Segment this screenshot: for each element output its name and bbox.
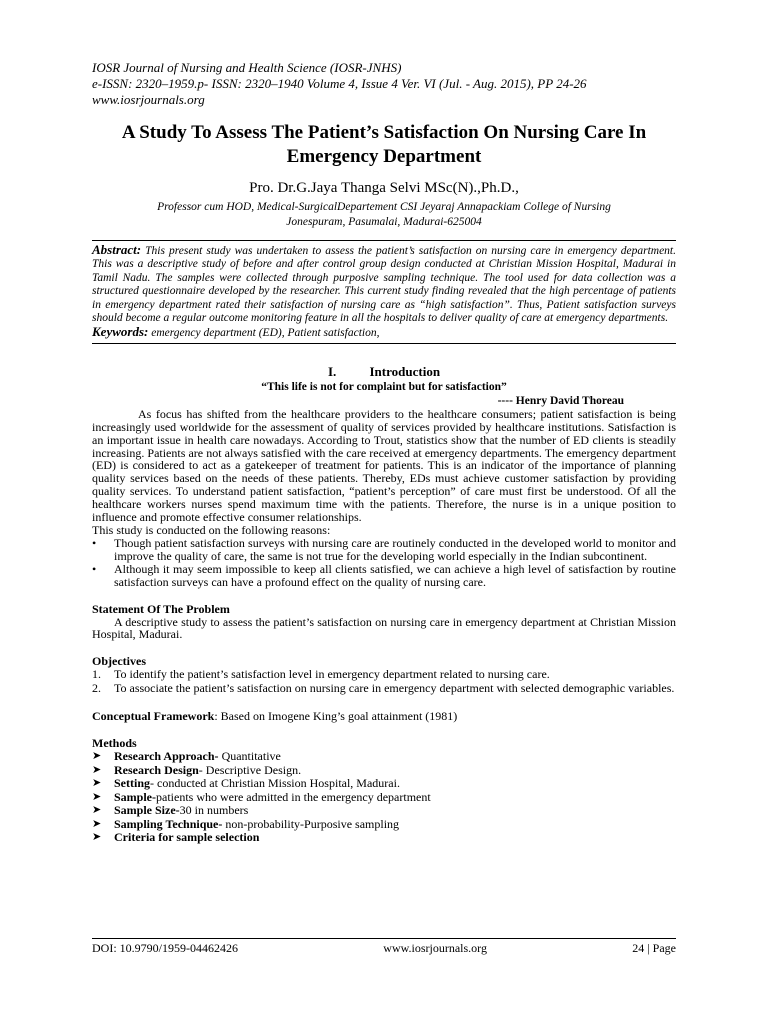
section-heading-introduction [92, 364, 676, 380]
reasons-intro: This study is conducted on the following reasons: [92, 523, 331, 537]
arrow-bullet-icon: ➤ [92, 763, 102, 776]
list-item [92, 563, 676, 589]
section-number: I. [327, 363, 337, 379]
arrow-bullet-icon: ➤ [92, 790, 102, 803]
method-label: Sample Size- [114, 803, 180, 818]
method-label: Research Design [114, 762, 199, 777]
list-item [92, 831, 676, 845]
method-label: Sampling Technique- [114, 816, 223, 831]
abstract-label: Abstract: [92, 242, 142, 257]
bullet-icon: • [92, 561, 97, 576]
conceptual-framework [92, 709, 676, 723]
bullet-text: Though patient satisfaction surveys with nursing care are routinely conducted in the developed world to monitor and improve the quality of care, the same is not true for the developing world especially in the Indian subcontinent. [114, 535, 676, 563]
list-item [92, 804, 676, 818]
epigraph-author: ---- Henry David Thoreau [497, 394, 624, 407]
objectives-list [92, 668, 676, 695]
arrow-bullet-icon: ➤ [92, 817, 102, 830]
method-text: - Descriptive Design. [198, 762, 302, 777]
footer-website[interactable]: www.iosrjournals.org [383, 941, 487, 955]
abstract-block [92, 240, 676, 344]
journal-issn: e-ISSN: 2320–1959.p- ISSN: 2320–1940 Volume 4, Issue 4 Ver. VI (Jul. - Aug. 2015), PP 24-26 [92, 76, 587, 91]
footer-doi: DOI: 10.9790/1959-04462426 [92, 941, 238, 955]
author-name: Pro. Dr.G.Jaya Thanga Selvi MSc(N).,Ph.D., [249, 180, 519, 196]
title-line-2: Emergency Department [286, 146, 482, 167]
paper-title [92, 121, 676, 169]
page-footer [92, 938, 676, 956]
abstract-paragraph [92, 243, 676, 325]
list-item [92, 668, 676, 681]
journal-name: IOSR Journal of Nursing and Health Science (IOSR-JNHS) [92, 60, 402, 75]
author-affiliation-1: Professor cum HOD, Medical-SurgicalDepartement CSI Jeyaraj Annapackiam College of Nursing [157, 201, 611, 213]
list-item [92, 777, 676, 791]
objectives-heading: Objectives [92, 654, 146, 669]
list-item [92, 682, 676, 695]
objective-number: 1. [92, 667, 101, 682]
objective-number: 2. [92, 680, 101, 695]
method-text: Quantitative [218, 749, 281, 764]
arrow-bullet-icon: ➤ [92, 777, 102, 790]
objective-text: To associate the patient’s satisfaction on nursing care in emergency department with selected demographic variables. [114, 680, 675, 695]
journal-website: www.iosrjournals.org [92, 92, 205, 107]
reasons-list [92, 537, 676, 589]
title-line-1: A Study To Assess The Patient’s Satisfaction On Nursing Care In [121, 122, 647, 143]
list-item [92, 764, 676, 778]
framework-text: : Based on Imogene King’s goal attainment (1981) [214, 709, 458, 724]
method-text: - conducted at Christian Mission Hospital, Madurai. [150, 776, 400, 791]
intro-paragraph: As focus has shifted from the healthcare providers to the healthcare consumers; patient satisfaction is being increasingly used worldwide for the assessment of quality of services provided by healthcare institutions. Satisfaction is an important issue in health care nowadays. According to Trout, statistics show that the number of ED clients is steadily increasing. Patients are not always satisfied with the care received at emergency departments. The emergency department (ED) is considered to act as a gatekeeper of treatment for patients. This is an indicator of the importance of planning quality services based on the needs of these patients. Thereby, EDs must achieve customer satisfaction by providing quality services. To understand patient satisfaction, “patient’s perception” of care must first be understood. Of all the healthcare workers nurses spend maximum time with the patients. Therefore, the nurse is in a unique position to influence and promote effective consumer relationships. [92, 406, 676, 525]
bullet-text: Although it may seem impossible to keep all clients satisfied, we can achieve a high level of satisfaction by routine satisfaction surveys can have a profound effect on the quality of nursing care. [114, 561, 676, 589]
epigraph-quote: “This life is not for complaint but for satisfaction” [261, 380, 507, 393]
method-text: patients who were admitted in the emergency department [156, 789, 431, 804]
keywords-line [92, 325, 676, 340]
bullet-icon: • [92, 535, 97, 550]
methods-list [92, 750, 676, 845]
method-label: Criteria for sample selection [114, 830, 260, 845]
paper-page [92, 60, 676, 845]
framework-label: Conceptual Framework [92, 709, 215, 724]
arrow-bullet-icon: ➤ [92, 750, 102, 763]
section-title: Introduction [369, 363, 441, 379]
list-item [92, 791, 676, 805]
abstract-text: This present study was undertaken to assess the patient’s satisfaction on nursing care in emergency department. This was a descriptive study of before and after control group design conducted at Christian Mission Hospital, Madurai in Tamil Nadu. The samples were collected through purposive sampling technique. The tool used for data collection was a structured questionnaire developed by the researcher. This current study finding revealed that the high percentage of patients in emergency department rated their satisfaction of nursing care as “high satisfaction”. Thus, Patient satisfaction surveys should become a regular outcome monitoring feature in all the hospitals to deliver quality of care at emergency departments. [92, 245, 676, 325]
method-label: Research Approach- [114, 749, 219, 764]
problem-text: A descriptive study to assess the patient’s satisfaction on nursing care in emergency department at Christian Mission Hospital, Madurai. [92, 614, 676, 642]
keywords-text: emergency department (ED), Patient satisfaction, [151, 327, 380, 340]
method-label: Sample- [114, 789, 156, 804]
objective-text: To identify the patient’s satisfaction level in emergency department related to nursing care. [114, 667, 550, 682]
list-item [92, 537, 676, 563]
problem-heading: Statement Of The Problem [92, 601, 230, 616]
list-item [92, 750, 676, 764]
list-item [92, 818, 676, 832]
arrow-bullet-icon: ➤ [92, 831, 102, 844]
method-text: non-probability-Purposive sampling [222, 816, 400, 831]
method-label: Setting [114, 776, 150, 791]
keywords-label: Keywords: [92, 324, 149, 340]
footer-page-number: 24 | Page [632, 941, 676, 955]
method-text: 30 in numbers [179, 803, 249, 818]
methods-heading: Methods [92, 736, 137, 751]
author-affiliation-2: Jonespuram, Pasumalai, Madurai-625004 [286, 216, 482, 228]
arrow-bullet-icon: ➤ [92, 804, 102, 817]
